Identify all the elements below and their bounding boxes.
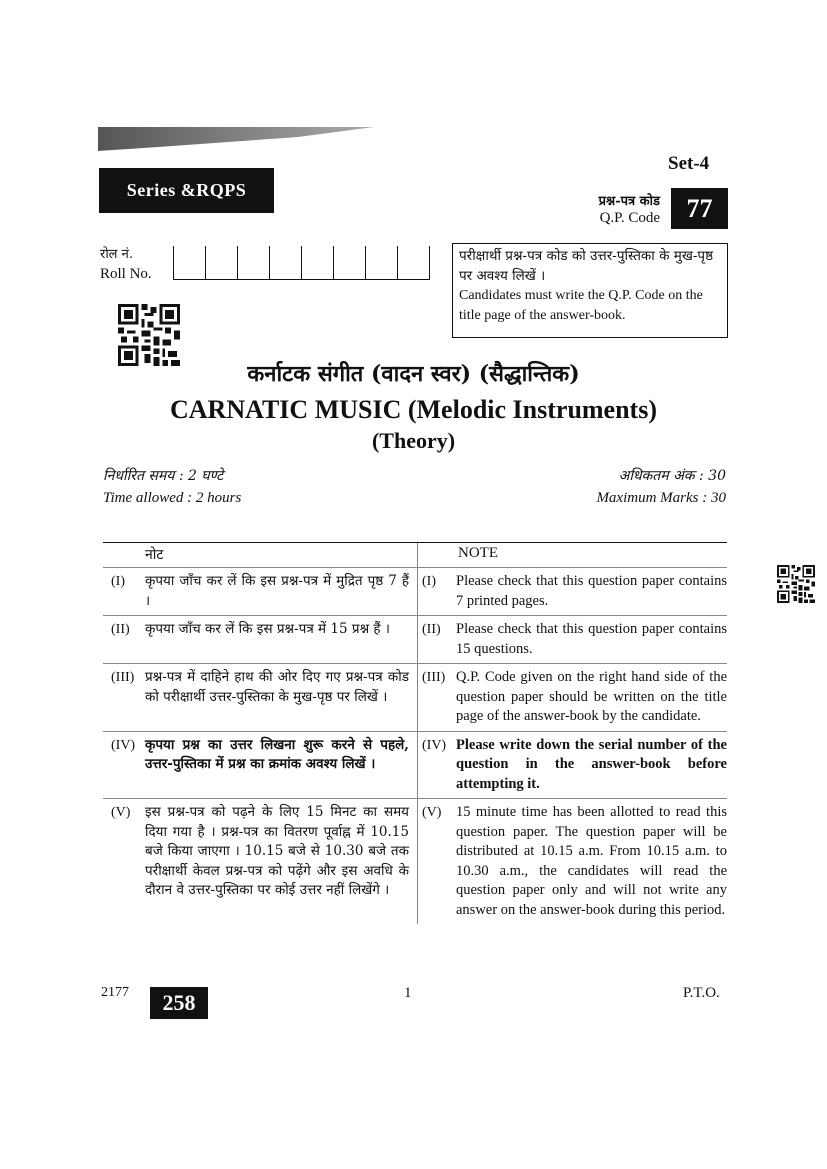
roll-box[interactable] <box>173 246 205 279</box>
note-number: (II) <box>111 622 130 637</box>
note-row <box>103 615 727 663</box>
roll-label: Roll No. <box>100 266 152 282</box>
subject-title-hindi: कर्नाटक संगीत (वादन स्वर) (सैद्धान्तिक) <box>247 361 580 387</box>
notes-header-hindi: नोट <box>103 543 418 567</box>
note-text-english: 15 minute time has been allotted to read this question paper. The question paper will be distributed at 10.15 a.m. From 10.15 a.m. to 10.30 a.m., the candidates will read the question paper only and will not write any answer on the answer-book during this period. <box>456 804 727 918</box>
note-text-hindi: प्रश्न-पत्र में दाहिने हाथ की ओर दिए गए प्रश्न-पत्र कोड को परीक्षार्थी उत्तर-पुस्तिका के मुख-पृष्ठ पर लिखें । <box>145 669 409 705</box>
roll-box[interactable] <box>365 246 397 279</box>
note-number: (IV) <box>422 737 447 753</box>
qp-code-label-hindi: प्रश्न-पत्र कोड <box>598 194 660 209</box>
notes-header-english: NOTE <box>458 545 498 561</box>
note-number: (III) <box>422 670 446 685</box>
subject-title: CARNATIC MUSIC (Melodic Instruments) <box>170 395 657 424</box>
note-number: (V) <box>111 805 131 820</box>
note-number: (I) <box>422 574 436 589</box>
note-number: (III) <box>111 670 135 685</box>
roll-box[interactable] <box>269 246 301 279</box>
note-number: (II) <box>422 622 441 637</box>
instruction-box <box>452 243 728 338</box>
qr-code-icon <box>118 304 180 366</box>
roll-number-boxes[interactable] <box>173 246 430 280</box>
note-text-hindi: कृपया प्रश्न का उत्तर लिखना शुरू करने से पहले, उत्तर-पुस्तिका में प्रश्न का क्रमांक अवश्य लिखें । <box>145 736 409 772</box>
note-text-english: Q.P. Code given on the right hand side of the question paper should be written on the title page of the answer-book by the candidate. <box>456 669 727 724</box>
note-text-hindi: कृपया जाँच कर लें कि इस प्रश्न-पत्र में 15 प्रश्न हैं । <box>145 621 390 637</box>
notes-header-row <box>103 543 727 567</box>
roll-label-hindi: रोल नं. <box>100 247 133 262</box>
paper-number-badge: 258 <box>150 987 208 1019</box>
note-number: (I) <box>111 574 125 589</box>
time-allowed-hindi: निर्धारित समय : 2 घण्टे <box>103 468 224 484</box>
instruction-english: Candidates must write the Q.P. Code on the title page of the answer-book. <box>459 288 703 323</box>
maximum-marks-hindi: अधिकतम अंक : 30 <box>618 468 726 484</box>
qp-code-badge: 77 <box>671 188 728 229</box>
instruction-hindi: परीक्षार्थी प्रश्न-पत्र कोड को उत्तर-पुस्तिका के मुख-पृष्ठ पर अवश्य लिखें । <box>459 248 714 284</box>
qp-code-label: Q.P. Code <box>599 210 660 226</box>
maximum-marks: Maximum Marks : 30 <box>596 490 726 506</box>
note-row <box>103 567 727 615</box>
set-number: Set-4 <box>668 153 710 174</box>
roll-box[interactable] <box>237 246 269 279</box>
note-row <box>103 663 727 731</box>
subject-subtitle: (Theory) <box>371 428 456 453</box>
header-decorative-bar <box>98 127 374 151</box>
series-badge: Series &RQPS <box>99 168 274 213</box>
note-text-hindi: इस प्रश्न-पत्र को पढ़ने के लिए 15 मिनट का समय दिया गया है । प्रश्न-पत्र का वितरण पूर्वाह्न में 10.15 बजे किया जाएगा । 10.15 बजे से 10.30 बजे तक परीक्षार्थी केवल प्रश्न-पत्र को पढ़ेंगे और इस अवधि के दौरान वे उत्तर-पुस्तिका पर कोई उत्तर नहीं लिखेंगे । <box>145 804 409 898</box>
note-row <box>103 731 727 799</box>
pto-label: P.T.O. <box>683 985 720 1001</box>
note-text-english: Please write down the serial number of the question in the answer-book before attempting it. <box>456 736 727 792</box>
note-number: (IV) <box>111 737 136 753</box>
note-text-english: Please check that this question paper contains 7 printed pages. <box>456 573 727 609</box>
roll-box[interactable] <box>301 246 333 279</box>
roll-box[interactable] <box>333 246 365 279</box>
qr-code-small-icon <box>777 565 815 603</box>
roll-box[interactable] <box>205 246 237 279</box>
note-row <box>103 798 727 924</box>
paper-code: 2177 <box>101 985 129 1000</box>
note-text-hindi: कृपया जाँच कर लें कि इस प्रश्न-पत्र में मुद्रित पृष्ठ 7 हैं । <box>145 573 409 609</box>
time-allowed: Time allowed : 2 hours <box>103 490 242 506</box>
page-number: 1 <box>404 985 412 1001</box>
note-text-english: Please check that this question paper contains 15 questions. <box>456 621 727 657</box>
note-number: (V) <box>422 805 442 820</box>
notes-table <box>103 542 727 924</box>
roll-box[interactable] <box>397 246 430 279</box>
